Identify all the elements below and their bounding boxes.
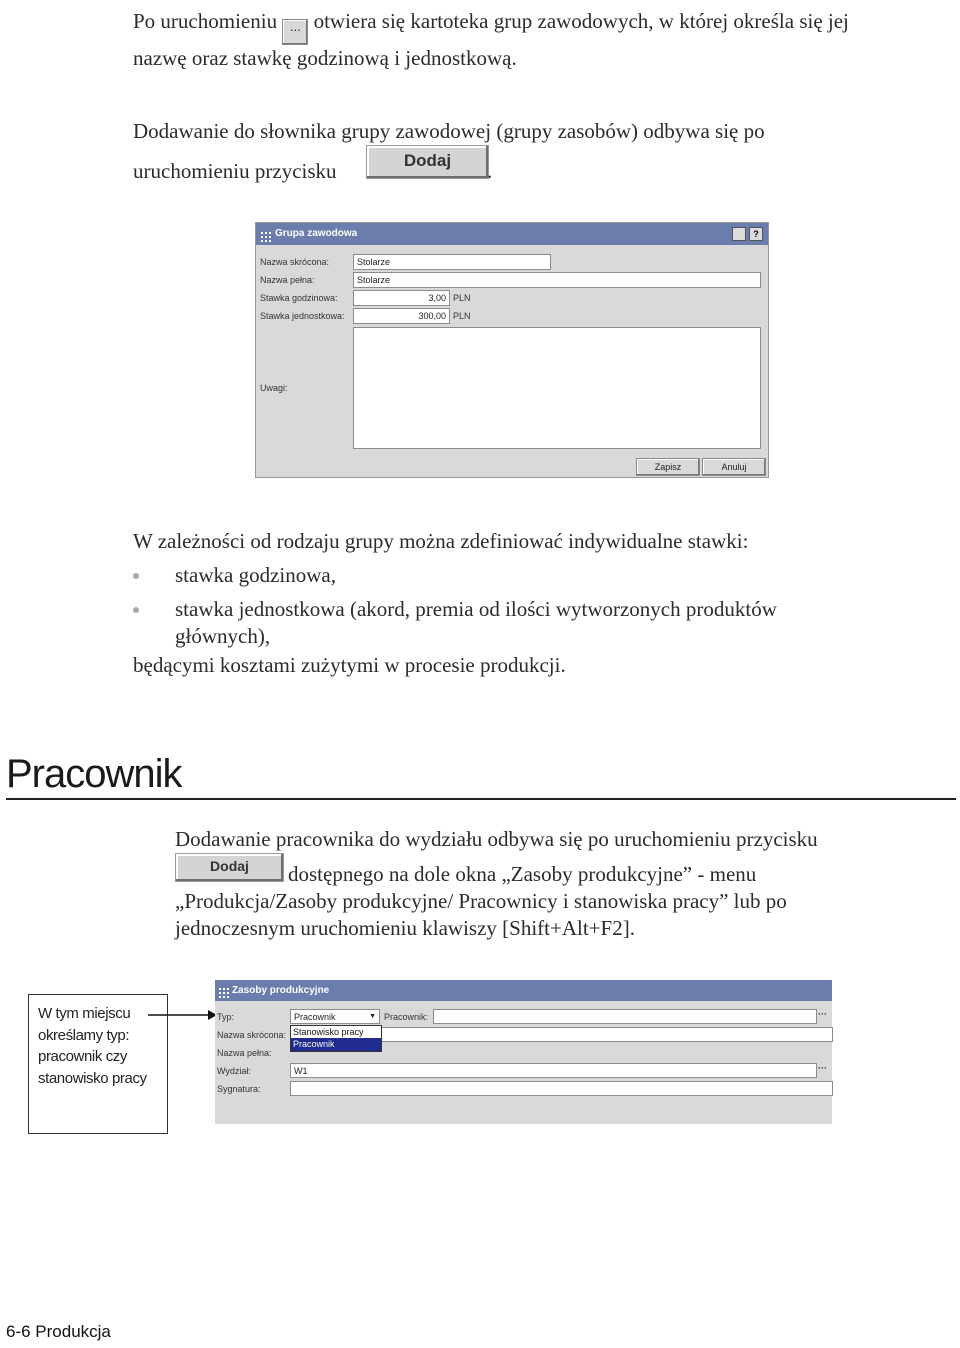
- nazwa-skrocona-label: Nazwa skrócona:: [217, 1030, 287, 1040]
- pracownik-paragraph-line3: [175, 888, 955, 942]
- sygnatura-input[interactable]: [290, 1081, 833, 1096]
- window-options-icon[interactable]: [732, 227, 746, 241]
- rates-intro-text: W zależności od rodzaju grupy można zdefiniować indywidualne stawki:: [133, 529, 749, 553]
- window-title-bar: [256, 223, 768, 245]
- dodaj-button-image-2: Dodaj: [175, 853, 284, 882]
- stawka-godzinowa-label: Stawka godzinowa:: [260, 293, 338, 303]
- dodaj-paragraph-line2: [133, 158, 337, 185]
- chevron-down-icon[interactable]: ▼: [369, 1013, 376, 1020]
- typ-label: Typ:: [217, 1012, 235, 1022]
- window-title: Grupa zawodowa: [275, 228, 358, 239]
- pracownik-label: Pracownik:: [384, 1012, 429, 1022]
- list-item: [133, 562, 913, 589]
- dropdown-option-stanowisko[interactable]: Stanowisko pracy: [293, 1027, 364, 1037]
- stawka-jednostkowa-input[interactable]: 300,00: [353, 308, 450, 324]
- uwagi-label: Uwagi:: [260, 383, 288, 393]
- list-item-text: stawka godzinowa,: [175, 563, 336, 587]
- callout-arrow-icon: [148, 1008, 218, 1022]
- intro-text: Po uruchomieniu: [133, 9, 278, 33]
- dropdown-option-pracownik[interactable]: Pracownik: [291, 1038, 381, 1051]
- pracownik-text-line2: dostępnego na dole okna „Zasoby produkcyjne” - menu: [288, 862, 757, 886]
- bullet-icon: [133, 573, 139, 579]
- rates-outro-text: będącymi kosztami zużytymi w procesie produkcji.: [133, 653, 566, 677]
- grid-icon: [261, 229, 271, 239]
- pracownik-picker-icon[interactable]: ···: [818, 1009, 827, 1019]
- pracownik-text-line3: „Produkcja/Zasoby produkcyjne/ Pracownicy i stanowiska pracy” lub po: [175, 889, 787, 913]
- ellipsis-button-icon: ...: [282, 19, 308, 45]
- grupa-zawodowa-window: [255, 222, 769, 478]
- bullet-icon: [133, 607, 139, 613]
- pracownik-paragraph-line2: [288, 861, 948, 888]
- uwagi-textarea[interactable]: [353, 327, 761, 449]
- stawka-godzinowa-input[interactable]: 3,00: [353, 290, 450, 306]
- intro-text-line2: nazwę oraz stawkę godzinową i jednostkową.: [133, 46, 517, 70]
- callout-line: W tym miejscu: [38, 1005, 131, 1022]
- nazwa-pelna-label: Nazwa pełna:: [260, 275, 315, 285]
- list-item-text-cont: głównych),: [175, 624, 271, 648]
- callout-box: [28, 994, 168, 1134]
- list-item-text: stawka jednostkowa (akord, premia od ilości wytworzonych produktów: [175, 597, 777, 621]
- stawka-godzinowa-unit: PLN: [453, 293, 471, 303]
- rates-intro: [133, 528, 933, 555]
- window-title: Zasoby produkcyjne: [232, 985, 330, 996]
- period: .: [487, 159, 493, 183]
- dodaj-paragraph: [133, 118, 953, 145]
- page-footer: 6-6 Produkcja: [6, 1322, 111, 1341]
- zasoby-produkcyjne-window: [215, 980, 832, 1124]
- sygnatura-label: Sygnatura:: [217, 1084, 261, 1094]
- stawka-jednostkowa-label: Stawka jednostkowa:: [260, 311, 345, 321]
- typ-select[interactable]: [290, 1009, 380, 1024]
- rates-list: [133, 562, 913, 650]
- wydzial-input[interactable]: W1: [290, 1063, 817, 1078]
- wydzial-label: Wydział:: [217, 1066, 251, 1076]
- nazwa-skrocona-label: Nazwa skrócona:: [260, 257, 330, 267]
- typ-select-value: Pracownik: [294, 1012, 336, 1022]
- save-button[interactable]: Zapisz: [636, 458, 700, 476]
- callout-line: stanowisko pracy: [38, 1069, 147, 1087]
- heading-rule: [6, 798, 956, 800]
- window-title-bar: [215, 980, 832, 1001]
- pracownik-paragraph: [175, 826, 955, 853]
- dodaj-text-line2: uruchomieniu przycisku: [133, 159, 337, 183]
- wydzial-picker-icon[interactable]: ···: [818, 1063, 827, 1073]
- intro-paragraph: [133, 8, 953, 72]
- callout-line: pracownik czy: [38, 1048, 127, 1065]
- pracownik-text-line1: Dodawanie pracownika do wydziału odbywa się po uruchomieniu przycisku: [175, 827, 818, 851]
- stawka-jednostkowa-unit: PLN: [453, 311, 471, 321]
- dodaj-text: Dodawanie do słownika grupy zawodowej (grupy zasobów) odbywa się po: [133, 119, 765, 143]
- dodaj-button-image: Dodaj: [366, 145, 489, 179]
- pracownik-input[interactable]: [433, 1009, 817, 1024]
- typ-dropdown-list: [290, 1025, 382, 1052]
- help-icon[interactable]: ?: [749, 227, 763, 241]
- nazwa-skrocona-input[interactable]: Stolarze: [353, 254, 551, 270]
- callout-line: określamy typ:: [38, 1026, 130, 1044]
- list-item: [133, 596, 913, 650]
- nazwa-pelna-label: Nazwa pełna:: [217, 1048, 272, 1058]
- grid-icon: [219, 985, 229, 995]
- section-heading: Pracownik: [6, 752, 182, 796]
- intro-text-cont: otwiera się kartoteka grup zawodowych, w której określa się jej: [313, 9, 849, 33]
- cancel-button[interactable]: Anuluj: [702, 458, 766, 476]
- pracownik-text-line4: jednoczesnym uruchomieniu klawiszy [Shift+Alt+F2].: [175, 916, 635, 940]
- nazwa-pelna-input[interactable]: Stolarze: [353, 272, 761, 288]
- rates-outro: [133, 652, 933, 679]
